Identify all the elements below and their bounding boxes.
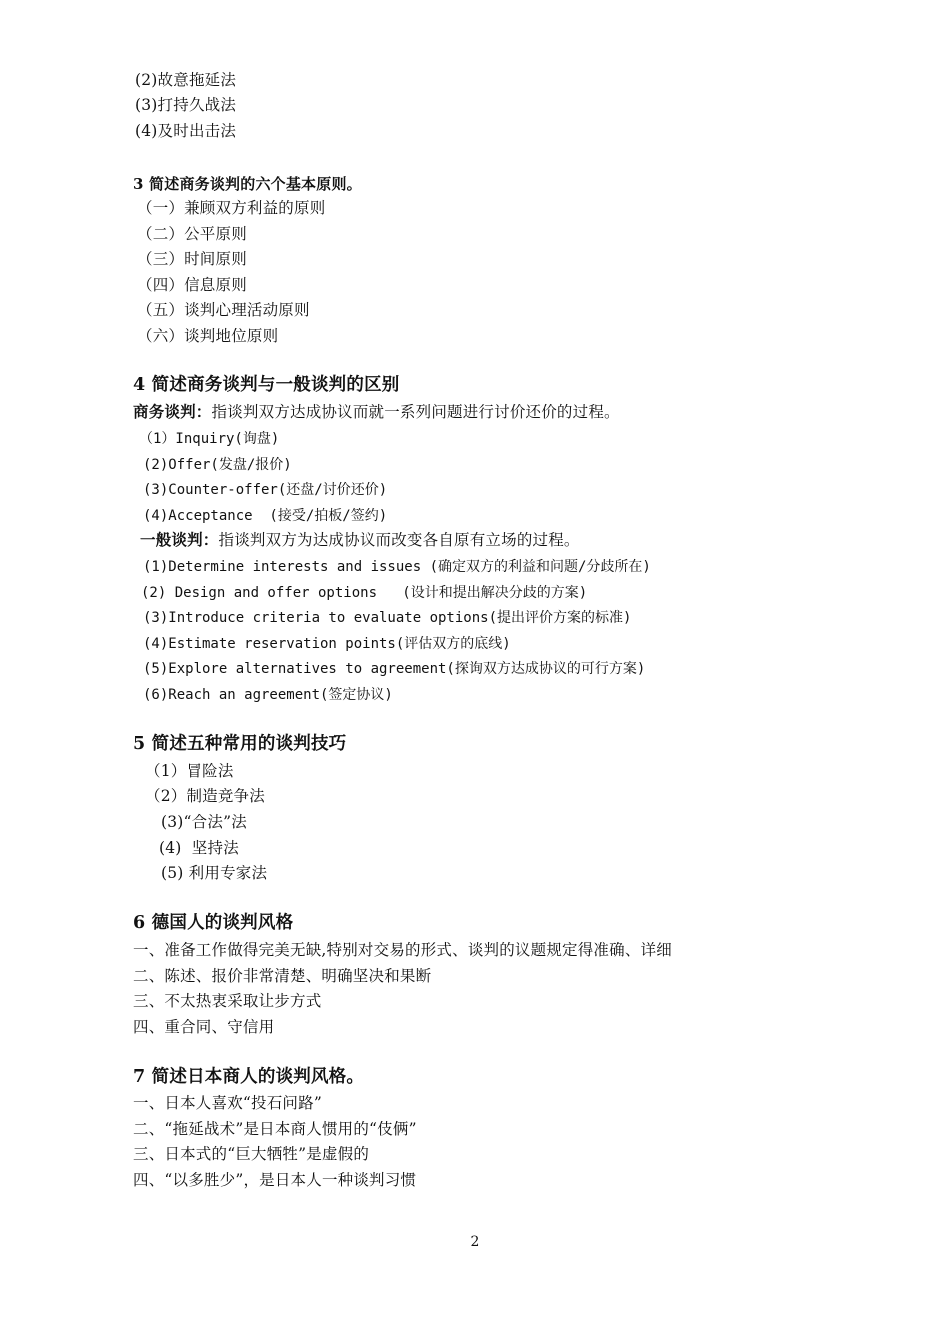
list-item: (4)Acceptance (接受/拍板/签约) xyxy=(143,508,388,524)
list-item: (2)故意拖延法 xyxy=(135,71,237,89)
list-item: (4)及时出击法 xyxy=(135,122,237,140)
section-heading: 4 简述商务谈判与一般谈判的区别 xyxy=(133,375,400,395)
list-item: 二、陈述、报价非常清楚、明确坚决和果断 xyxy=(133,967,432,985)
list-item: （1）冒险法 xyxy=(145,762,234,780)
section-heading: 3 简述商务谈判的六个基本原则。 xyxy=(133,175,362,193)
list-item: 四、“以多胜少”，是日本人一种谈判习惯 xyxy=(133,1171,417,1189)
definition-line xyxy=(133,402,620,422)
list-item: （四）信息原则 xyxy=(137,276,247,294)
term-label: 商务谈判： xyxy=(133,402,212,421)
list-item: 一、准备工作做得完美无缺,特别对交易的形式、谈判的议题规定得准确、详细 xyxy=(133,941,672,959)
list-item: (4)Estimate reservation points(评估双方的底线) xyxy=(143,636,511,652)
list-item: (1)Determine interests and issues (确定双方的利益和问题/分歧所在) xyxy=(143,559,651,575)
list-item: （一）兼顾双方利益的原则 xyxy=(137,199,326,217)
list-item: 一、日本人喜欢“投石问路” xyxy=(133,1094,322,1112)
page-number: 2 xyxy=(470,1234,480,1250)
list-item: （三）时间原则 xyxy=(137,250,247,268)
list-item: 三、不太热衷采取让步方式 xyxy=(133,992,322,1010)
list-item: （1）Inquiry(询盘) xyxy=(139,431,280,447)
list-item: (3)“合法”法 xyxy=(161,813,247,831)
list-item: 四、重合同、守信用 xyxy=(133,1018,275,1036)
list-item: (3)Introduce criteria to evaluate options(提出评价方案的标准) xyxy=(143,610,632,626)
list-item: (2)Offer(发盘/报价) xyxy=(143,457,292,473)
definition-text: 指谈判双方为达成协议而改变各自原有立场的过程。 xyxy=(218,531,580,549)
list-item: (3)Counter-offer(还盘/讨价还价) xyxy=(143,482,388,498)
list-item: (6)Reach an agreement(签定协议) xyxy=(143,687,393,703)
list-item: (5)Explore alternatives to agreement(探询双方达成协议的可行方案) xyxy=(143,661,646,677)
definition-text: 指谈判双方达成协议而就一系列问题进行讨价还价的过程。 xyxy=(211,403,620,421)
term-label: 一般谈判： xyxy=(140,530,219,549)
list-item: （六）谈判地位原则 xyxy=(137,327,279,345)
definition-line xyxy=(140,530,580,550)
list-item: (3)打持久战法 xyxy=(135,96,237,114)
list-item: （二）公平原则 xyxy=(137,225,247,243)
list-item: 三、日本式的“巨大牺牲”是虚假的 xyxy=(133,1145,370,1163)
list-item: (4) 坚持法 xyxy=(159,839,239,857)
list-item: （五）谈判心理活动原则 xyxy=(137,301,310,319)
section-heading: 6 德国人的谈判风格 xyxy=(133,913,294,933)
list-item: (5) 利用专家法 xyxy=(161,864,268,882)
list-item: 二、“拖延战术”是日本商人惯用的“伎俩” xyxy=(133,1120,417,1138)
list-item: (2) Design and offer options (设计和提出解决分歧的方案) xyxy=(141,585,588,601)
list-item: （2）制造竞争法 xyxy=(145,787,265,805)
section-heading: 7 简述日本商人的谈判风格。 xyxy=(133,1067,365,1087)
section-heading: 5 简述五种常用的谈判技巧 xyxy=(133,734,347,754)
